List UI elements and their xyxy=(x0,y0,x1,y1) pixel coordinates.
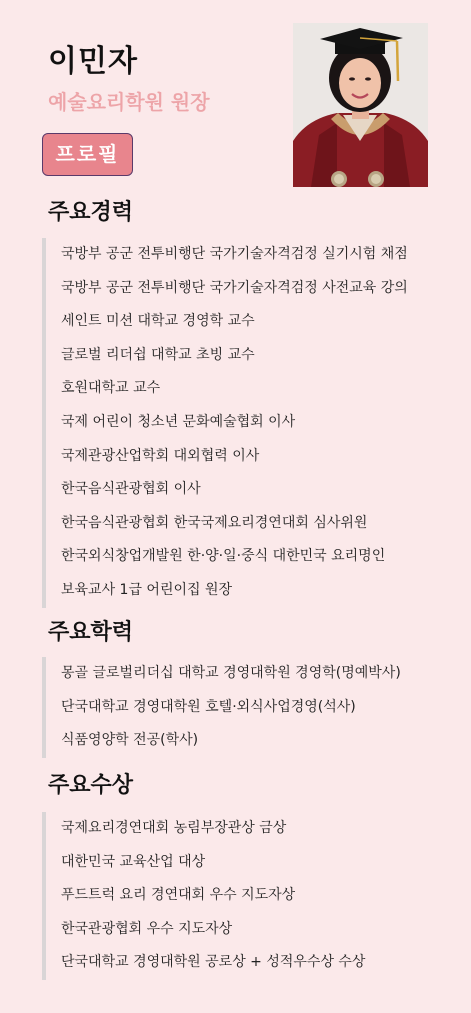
list-item: 한국외식창업개발원 한·양·일·중식 대한민국 요리명인 xyxy=(61,548,386,565)
list-item: 대한민국 교육산업 대상 xyxy=(61,853,206,870)
list-item: 한국음식관광협회 이사 xyxy=(61,481,201,498)
list-item: 세인트 미션 대학교 경영학 교수 xyxy=(61,313,255,330)
list-item: 푸드트럭 요리 경연대회 우수 지도자상 xyxy=(61,887,296,904)
list-item: 몽골 글로벌리더십 대학교 경영대학원 경영학(명예박사) xyxy=(61,665,401,681)
list-item: 국방부 공군 전투비행단 국가기술자격검정 사전교육 강의 xyxy=(61,279,408,296)
list-item: 식품영양학 전공(학사) xyxy=(61,732,199,749)
list-item: 단국대학교 경영대학원 공로상 + 성적우수상 수상 xyxy=(61,954,366,971)
section-title-career: 주요경력 xyxy=(48,200,134,225)
profile-role: 예술요리학원 원장 xyxy=(48,90,210,114)
list-item: 국제관광산업학회 대외협력 이사 xyxy=(61,447,260,464)
list-item: 글로벌 리더쉽 대학교 초빙 교수 xyxy=(61,346,255,363)
portrait-photo-icon xyxy=(293,23,428,187)
profile-name: 이민자 xyxy=(48,44,138,79)
list-item: 국방부 공군 전투비행단 국가기술자격검정 실기시험 채점 xyxy=(61,246,408,262)
list-item: 단국대학교 경영대학원 호텔·외식사업경영(석사) xyxy=(61,698,356,715)
education-list xyxy=(42,657,401,758)
career-list xyxy=(42,238,408,608)
list-item: 한국음식관광협회 한국국제요리경연대회 심사위원 xyxy=(61,514,368,531)
profile-badge: 프로필 xyxy=(42,133,133,176)
list-item: 호원대학교 교수 xyxy=(61,380,161,397)
awards-list xyxy=(42,812,365,980)
section-title-education: 주요학력 xyxy=(48,620,134,645)
list-item: 국제 어린이 청소년 문화예술협회 이사 xyxy=(61,413,296,430)
list-item: 보육교사 1급 어린이집 원장 xyxy=(61,581,233,598)
profile-photo xyxy=(293,23,428,187)
list-item: 한국관광협회 우수 지도자상 xyxy=(61,920,233,937)
profile-header xyxy=(0,0,471,200)
list-item: 국제요리경연대회 농림부장관상 금상 xyxy=(61,820,287,836)
section-title-awards: 주요수상 xyxy=(48,773,134,798)
